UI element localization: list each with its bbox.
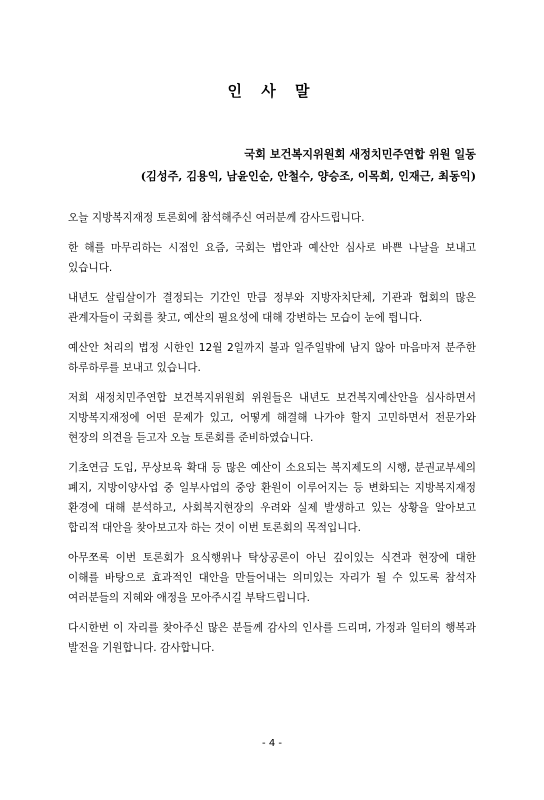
paragraph: 다시한번 이 자리를 찾아주신 많은 분들께 감사의 인사를 드리며, 가정과 일터의 행복과 발전을 기원합니다. 감사합니다.	[68, 622, 476, 654]
paragraph: 저희 새정치민주연합 보건복지위원회 위원들은 내년도 보건복지예산안을 심사하면서 지방복지재정에 어떤 문제가 있고, 어떻게 해결해 나가야 할지 고민하면서 전문가와 현장의 의견을 듣고자 오늘 토론회를 준비하였습니다.	[68, 392, 476, 444]
paragraph: 내년도 살림살이가 결정되는 기간인 만큼 정부와 지방자치단체, 기관과 협회의 많은 관계자들이 국회를 찾고, 예산의 필요성에 대해 강변하는 모습이 눈에 띕니다.	[68, 292, 476, 324]
paragraph: 한 해를 마무리하는 시점인 요즘, 국회는 법안과 예산안 심사로 바쁜 나날을 보내고 있습니다.	[68, 242, 476, 274]
paragraph: 아무쪼록 이번 토론회가 요식행위나 탁상공론이 아닌 깊이있는 식견과 현장에 대한 이해를 바탕으로 효과적인 대안을 만들어내는 의미있는 자리가 될 수 있도록 참석자 여러분들의 지혜와 애정을 모아주시길 부탁드립니다.	[68, 552, 476, 604]
signature-line-2: (김성주, 김용익, 남윤인순, 안철수, 양승조, 이목희, 인재근, 최동익)	[140, 169, 476, 183]
body-text	[68, 208, 476, 668]
page-number: - 4 -	[262, 738, 282, 749]
page-title: 인 사 말	[227, 82, 317, 100]
paragraph: 기초연금 도입, 무상보육 확대 등 많은 예산이 소요되는 복지제도의 시행, 분권교부세의 폐지, 지방이양사업 중 일부사업의 중앙 환원이 이루어지는 등 변화되는 지방복지재정 환경에 대해 분석하고, 사회복지현장의 우려와 실제 발생하고 있는 상황을 알아보고 합리적 대안을 찾아보고자 하는 것이 이번 토론회의 목적입니다.	[68, 462, 476, 534]
paragraph: 오늘 지방복지재정 토론회에 참석해주신 여러분께 감사드립니다.	[68, 212, 365, 224]
paragraph: 예산안 처리의 법정 시한인 12월 2일까지 불과 일주일밖에 남지 않아 마음마저 분주한 하루하루를 보내고 있습니다.	[68, 342, 476, 374]
signature-line-1: 국회 보건복지위원회 새정치민주연합 위원 일동	[244, 147, 476, 161]
